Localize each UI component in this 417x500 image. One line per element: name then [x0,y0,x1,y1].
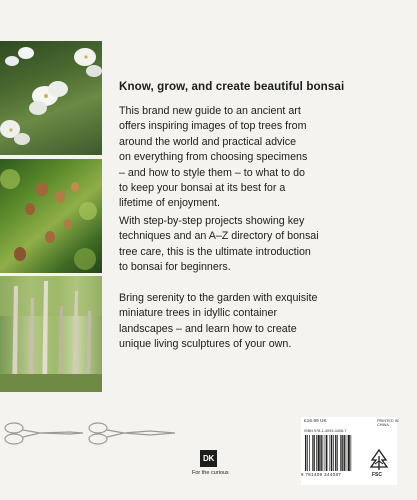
paragraph-line: to keep your bonsai at its best for a [119,182,286,195]
fsc-tree-icon [368,448,390,472]
forest-planting-photo [0,276,102,392]
larch-photo [0,159,102,273]
barcode-bar [312,435,313,471]
isbn-label: ISBN 978-1-4093-4408-7 [304,429,347,433]
barcode-bar [341,435,342,471]
region-line: CHINA [377,423,389,428]
paragraph-line: offers inspiring images of top trees from [119,120,307,133]
paragraph-line: tree care, this is the ultimate introduction [119,245,311,258]
barcode-bar [331,435,332,471]
paragraph-line: – and how to style them – to what to do [119,166,305,179]
paragraph-line: unique living sculptures of your own. [119,338,292,351]
barcode-bar [313,435,314,471]
barcode-bar [351,435,352,471]
barcode-bar [323,435,324,471]
barcode-bar [335,435,336,471]
azalea-flowers-illustration [0,41,102,155]
publisher-tagline: For the curious [192,470,229,476]
paragraph-line: landscapes – and learn how to create [119,322,297,335]
barcode-bar [346,435,347,471]
paragraph-line: This brand new guide to an ancient art [119,105,301,117]
barcode-digits: 9 781409 344087 [301,472,342,477]
cover-heading: Know, grow, and create beautiful bonsai [119,80,345,93]
barcode-bar [307,435,308,471]
barcode-bar [344,435,345,471]
serenity-paragraph [119,291,317,353]
barcode-bar [340,435,341,471]
paragraph-line: around the world and practical advice [119,135,297,148]
paragraph-line: techniques and an A–Z directory of bonsai [119,230,319,243]
barcode-bar [333,435,334,471]
paragraph-line: lifetime of enjoyment. [119,197,220,210]
larch-cones-illustration [0,159,102,273]
barcode-bar [318,435,320,471]
paragraph-line: on everything from choosing specimens [119,151,308,164]
region-line: PRINTED IN [377,419,399,423]
fsc-label: FSC [372,472,382,478]
intro-paragraph [119,104,307,212]
barcode-bar [348,435,350,471]
barcode-bar [330,435,331,471]
bonsai-shears-icon [0,418,180,448]
projects-paragraph [119,214,319,276]
barcode-bar [325,435,326,471]
barcode-bar [320,435,321,471]
paragraph-line: to bonsai for beginners. [119,261,231,274]
printed-in-label [377,419,399,428]
barcode-bar [326,435,327,471]
dk-logo: DK [200,450,217,467]
paragraph-line: miniature trees in idyllic container [119,307,278,320]
barcode-bar [309,435,310,471]
barcode-bar [316,435,317,471]
barcode-bar [337,435,338,471]
paragraph-line: With step-by-step projects showing key [119,215,305,227]
forest-trunks-illustration [0,276,102,392]
barcode-graphic [304,435,364,471]
paragraph-line: Bring serenity to the garden with exquisite [119,292,318,304]
barcode-bar [305,435,306,471]
azalea-photo [0,41,102,155]
price-label: £16.99 UK [304,419,327,424]
